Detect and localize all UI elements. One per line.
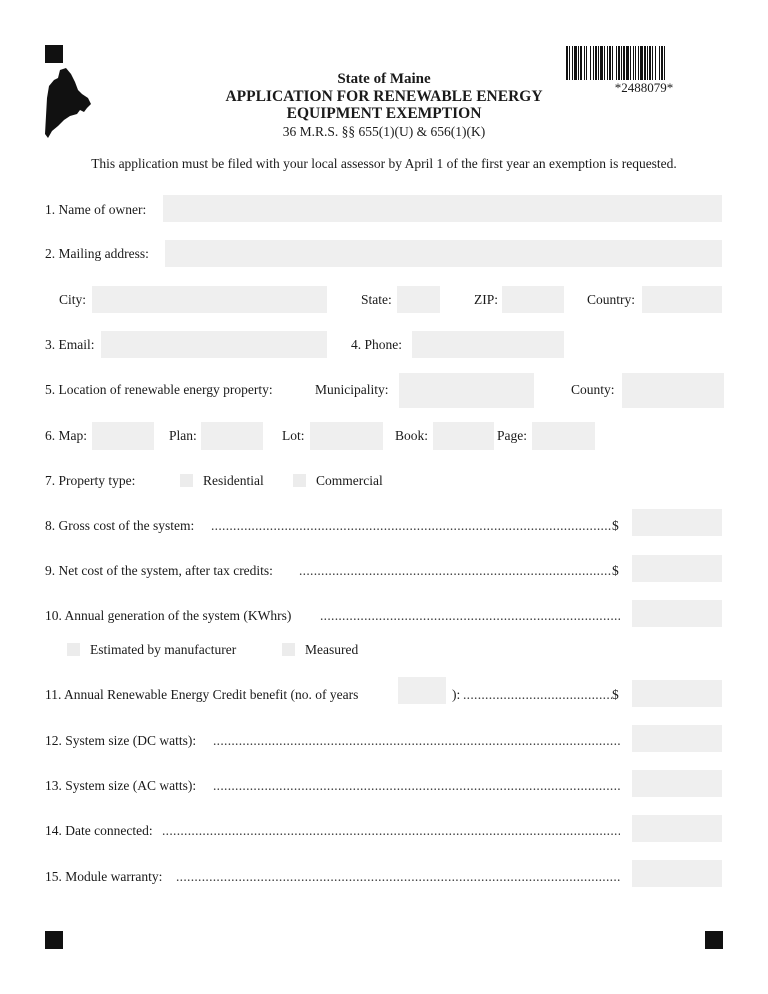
commercial-label: Commercial (316, 473, 383, 488)
book-label: Book: (395, 428, 429, 443)
plan-field[interactable] (201, 422, 263, 450)
date-connected-label: 14. Date connected: (45, 823, 153, 838)
statute-citation: 36 M.R.S. §§ 655(1)(U) & 656(1)(K) (282, 124, 486, 139)
leader-dots (162, 823, 620, 839)
dollar-sign: $ (612, 687, 619, 702)
phone-field[interactable] (412, 331, 564, 358)
page-field[interactable] (532, 422, 595, 450)
lot-label: Lot: (282, 428, 305, 443)
email-field[interactable] (101, 331, 327, 358)
zip-field[interactable] (502, 286, 564, 313)
country-field[interactable] (642, 286, 722, 313)
ac-watts-label: 13. System size (AC watts): (45, 778, 197, 793)
registration-mark-icon (45, 45, 63, 63)
dc-watts-label: 12. System size (DC watts): (45, 733, 197, 748)
residential-checkbox[interactable] (180, 474, 193, 487)
rec-benefit-label-end: ): (452, 687, 461, 702)
ac-watts-field[interactable] (632, 770, 722, 797)
municipality-field[interactable] (399, 373, 534, 408)
state-heading: State of Maine (337, 71, 431, 87)
net-cost-label: 9. Net cost of the system, after tax credits: (45, 563, 273, 578)
state-label: State: (361, 292, 392, 307)
residential-label: Residential (203, 473, 264, 488)
leader-dots (299, 563, 612, 579)
county-field[interactable] (622, 373, 724, 408)
registration-mark-icon (45, 931, 63, 949)
annual-generation-field[interactable] (632, 600, 722, 627)
measured-label: Measured (305, 642, 359, 657)
filing-instructions: This application must be filed with your local assessor by April 1 of the first year an exemption is requested. (91, 156, 677, 171)
estimated-label: Estimated by manufacturer (90, 642, 237, 657)
rec-benefit-field[interactable] (632, 680, 722, 707)
email-label: 3. Email: (45, 337, 95, 352)
leader-dots (213, 733, 620, 749)
barcode-number: *2488079* (614, 80, 674, 95)
form-title-line2: EQUIPMENT EXEMPTION (286, 105, 482, 122)
lot-field[interactable] (310, 422, 383, 450)
dc-watts-field[interactable] (632, 725, 722, 752)
rec-benefit-label: 11. Annual Renewable Energy Credit benefit (no. of years (45, 687, 359, 702)
leader-dots (211, 518, 612, 534)
leader-dots (320, 608, 620, 624)
leader-dots (213, 778, 620, 794)
owner-name-field[interactable] (163, 195, 722, 222)
module-warranty-label: 15. Module warranty: (45, 869, 163, 884)
measured-checkbox[interactable] (282, 643, 295, 656)
gross-cost-label: 8. Gross cost of the system: (45, 518, 195, 533)
city-field[interactable] (92, 286, 327, 313)
book-field[interactable] (433, 422, 494, 450)
leader-dots (176, 869, 620, 885)
page-label: Page: (497, 428, 527, 443)
country-label: Country: (587, 292, 636, 307)
form-title-line1: APPLICATION FOR RENEWABLE ENERGY (225, 88, 543, 105)
mailing-address-label: 2. Mailing address: (45, 246, 149, 261)
map-field[interactable] (92, 422, 154, 450)
rec-years-field[interactable] (398, 677, 446, 704)
dollar-sign: $ (612, 563, 619, 578)
estimated-checkbox[interactable] (67, 643, 80, 656)
dollar-sign: $ (612, 518, 619, 533)
location-label: 5. Location of renewable energy property: (45, 382, 273, 397)
module-warranty-field[interactable] (632, 860, 722, 887)
state-field[interactable] (397, 286, 440, 313)
owner-label: 1. Name of owner: (45, 202, 147, 217)
property-type-label: 7. Property type: (45, 473, 136, 488)
county-label: County: (571, 382, 615, 397)
zip-label: ZIP: (474, 292, 499, 307)
annual-generation-label: 10. Annual generation of the system (KWhrs) (45, 608, 292, 623)
gross-cost-field[interactable] (632, 509, 722, 536)
phone-label: 4. Phone: (351, 337, 403, 352)
plan-label: Plan: (169, 428, 197, 443)
map-label: 6. Map: (45, 428, 87, 443)
mailing-address-field[interactable] (165, 240, 722, 267)
leader-dots (463, 687, 612, 703)
net-cost-field[interactable] (632, 555, 722, 582)
municipality-label: Municipality: (315, 382, 389, 397)
date-connected-field[interactable] (632, 815, 722, 842)
registration-mark-icon (705, 931, 723, 949)
commercial-checkbox[interactable] (293, 474, 306, 487)
city-label: City: (59, 292, 87, 307)
